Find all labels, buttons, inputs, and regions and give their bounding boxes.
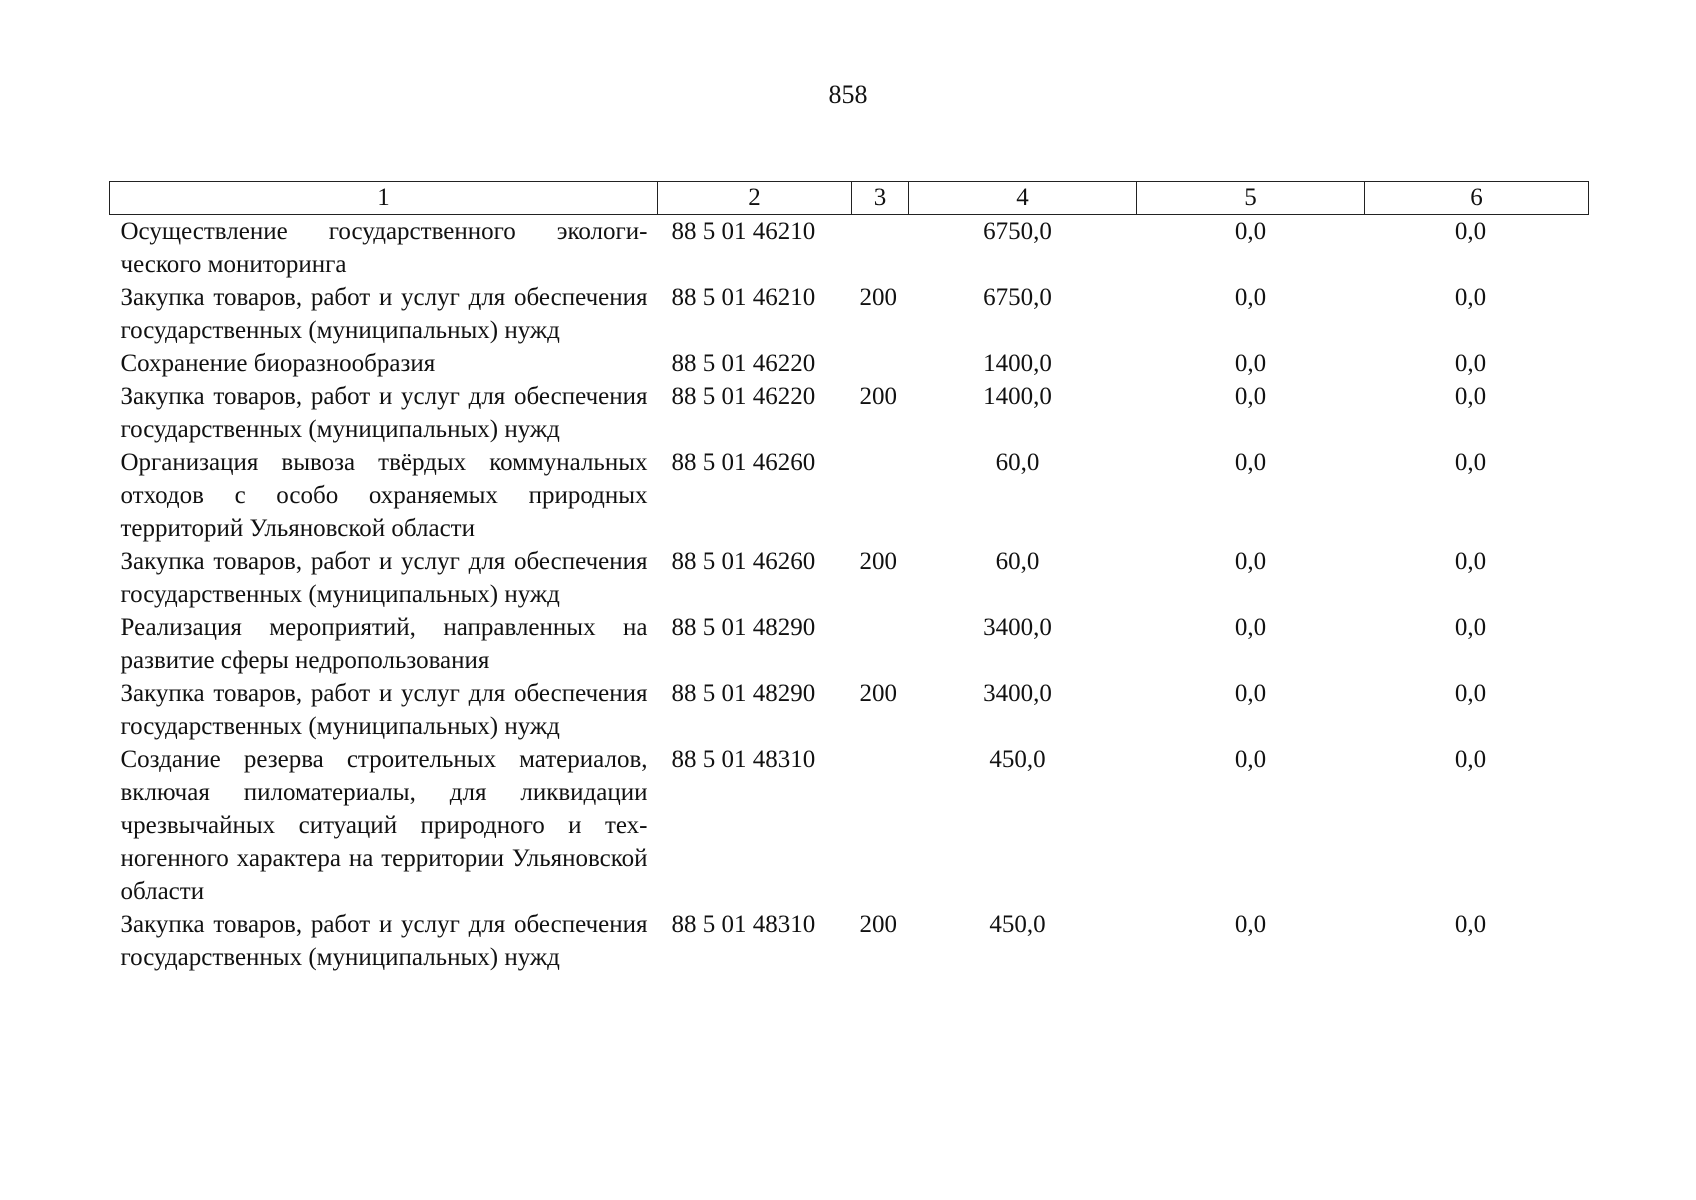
- row-code-cell: 88 5 01 46210: [671, 218, 816, 245]
- row-value-5-cell: 0,0: [1234, 383, 1267, 410]
- column-header-1: 1: [110, 182, 658, 215]
- table-row: [110, 215, 1589, 282]
- row-value-6-cell: 0,0: [1454, 284, 1487, 311]
- table-body: [110, 215, 1589, 975]
- row-name-cell: Закупка товаров, работ и услуг для обеспечения государственных (муниципальных) нужд: [120, 548, 648, 608]
- row-value-4-cell: 3400,0: [983, 680, 1052, 707]
- row-expense-type-cell: [852, 215, 909, 282]
- row-value-6-cell: 0,0: [1454, 383, 1487, 410]
- table-row: [110, 743, 1589, 908]
- row-value-4-cell: 60,0: [995, 449, 1040, 476]
- row-expense-type-cell: 200: [859, 680, 897, 707]
- budget-table: [109, 181, 1589, 974]
- row-value-4-cell: 1400,0: [983, 383, 1052, 410]
- row-value-4-cell: 450,0: [989, 911, 1046, 938]
- row-code-cell: 88 5 01 48310: [671, 746, 816, 773]
- row-name-cell: Создание резерва строительных материалов, включая пиломатериалы, для ликвидации чрезвычайных ситуаций природного и техногенного характера на территории Ульяновской области: [120, 746, 648, 905]
- column-header-4: 4: [909, 182, 1137, 215]
- row-expense-type-cell: [852, 611, 909, 677]
- row-expense-type-cell: [852, 743, 909, 908]
- row-expense-type-cell: 200: [859, 383, 897, 410]
- row-expense-type-cell: 200: [859, 911, 897, 938]
- column-header-5: 5: [1137, 182, 1365, 215]
- row-value-6-cell: 0,0: [1454, 746, 1487, 773]
- row-name-cell: Реализация мероприятий, направленных на развитие сферы недропользования: [120, 614, 648, 674]
- table-row: [110, 908, 1589, 974]
- row-expense-type-cell: 200: [859, 284, 897, 311]
- row-name-cell: Закупка товаров, работ и услуг для обеспечения государственных (муниципальных) нужд: [120, 383, 648, 443]
- row-value-5-cell: 0,0: [1234, 449, 1267, 476]
- column-header-6: 6: [1365, 182, 1589, 215]
- row-value-4-cell: 6750,0: [983, 218, 1052, 245]
- row-code-cell: 88 5 01 46260: [671, 548, 816, 575]
- row-value-5-cell: 0,0: [1234, 548, 1267, 575]
- row-value-4-cell: 60,0: [995, 548, 1040, 575]
- row-value-5-cell: 0,0: [1234, 218, 1267, 245]
- page-number: 858: [828, 80, 868, 109]
- row-value-4-cell: 6750,0: [983, 284, 1052, 311]
- table-row: [110, 380, 1589, 446]
- row-code-cell: 88 5 01 46220: [671, 383, 816, 410]
- header-row: [110, 182, 1589, 215]
- row-expense-type-cell: [852, 446, 909, 545]
- row-code-cell: 88 5 01 48290: [671, 680, 816, 707]
- row-value-6-cell: 0,0: [1454, 350, 1487, 377]
- table-row: [110, 611, 1589, 677]
- table-row: [110, 446, 1589, 545]
- row-name-cell: Сохранение биоразнообразия: [120, 350, 436, 377]
- row-name-cell: Организация вывоза твёрдых коммунальных отходов с особо охраняемых природных территорий Ульяновской области: [120, 449, 648, 542]
- row-value-5-cell: 0,0: [1234, 614, 1267, 641]
- row-value-5-cell: 0,0: [1234, 680, 1267, 707]
- table-row: [110, 677, 1589, 743]
- row-value-4-cell: 3400,0: [983, 614, 1052, 641]
- row-name-cell: Закупка товаров, работ и услуг для обеспечения государственных (муниципальных) нужд: [120, 911, 648, 971]
- row-code-cell: 88 5 01 48290: [671, 614, 816, 641]
- row-value-6-cell: 0,0: [1454, 680, 1487, 707]
- row-code-cell: 88 5 01 46260: [671, 449, 816, 476]
- row-code-cell: 88 5 01 46210: [671, 284, 816, 311]
- row-value-5-cell: 0,0: [1234, 284, 1267, 311]
- row-value-6-cell: 0,0: [1454, 449, 1487, 476]
- row-value-5-cell: 0,0: [1234, 911, 1267, 938]
- table-row: [110, 347, 1589, 380]
- row-expense-type-cell: [852, 347, 909, 380]
- row-code-cell: 88 5 01 48310: [671, 911, 816, 938]
- row-name-cell: Осуществление государственного экологического мониторинга: [120, 218, 648, 278]
- row-value-6-cell: 0,0: [1454, 614, 1487, 641]
- row-value-6-cell: 0,0: [1454, 911, 1487, 938]
- row-expense-type-cell: 200: [859, 548, 897, 575]
- table-row: [110, 281, 1589, 347]
- row-value-5-cell: 0,0: [1234, 350, 1267, 377]
- row-value-4-cell: 1400,0: [983, 350, 1052, 377]
- row-name-cell: Закупка товаров, работ и услуг для обеспечения государственных (муниципальных) нужд: [120, 284, 648, 344]
- row-value-6-cell: 0,0: [1454, 218, 1487, 245]
- column-header-2: 2: [658, 182, 852, 215]
- row-value-5-cell: 0,0: [1234, 746, 1267, 773]
- row-code-cell: 88 5 01 46220: [671, 350, 816, 377]
- row-value-4-cell: 450,0: [989, 746, 1046, 773]
- table-row: [110, 545, 1589, 611]
- table-header: [110, 182, 1589, 215]
- row-value-6-cell: 0,0: [1454, 548, 1487, 575]
- row-name-cell: Закупка товаров, работ и услуг для обеспечения государственных (муниципальных) нужд: [120, 680, 648, 740]
- column-header-3: 3: [852, 182, 909, 215]
